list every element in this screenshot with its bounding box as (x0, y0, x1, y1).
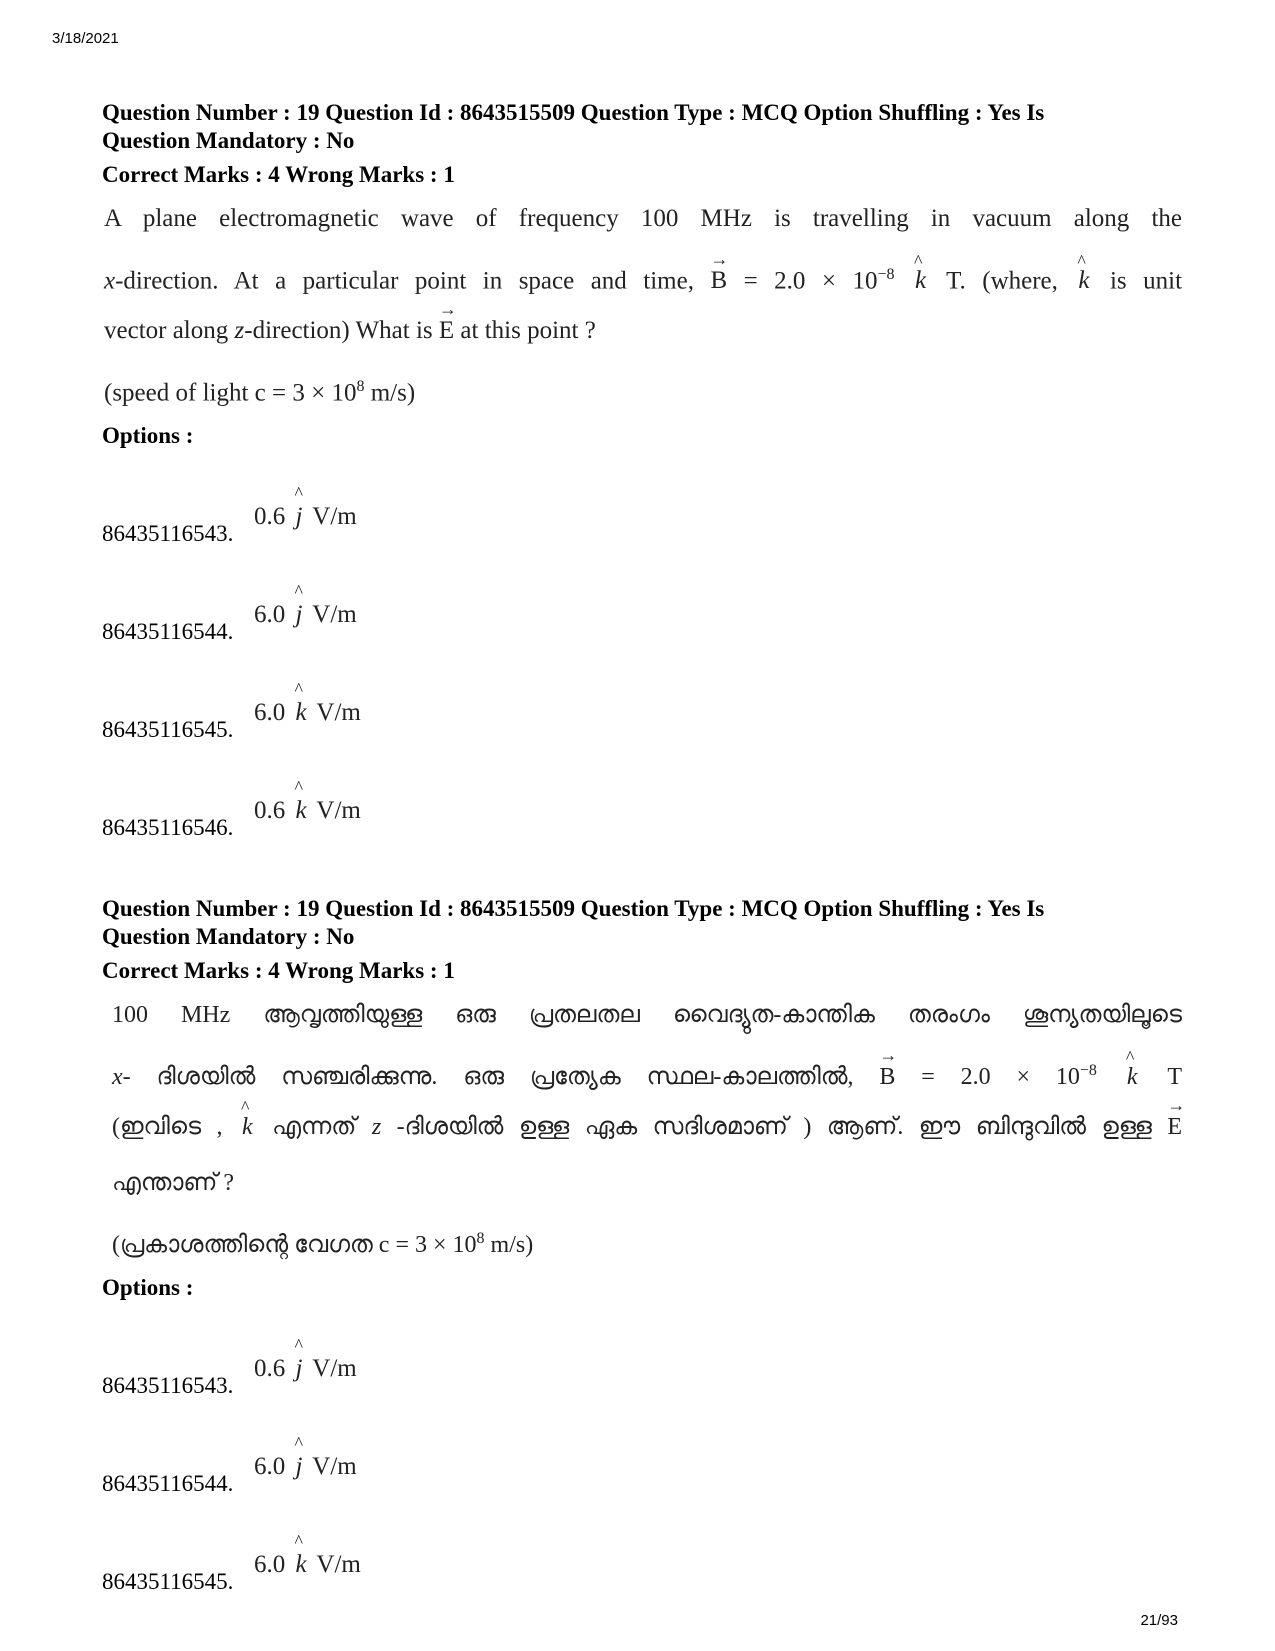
question-block-english (102, 99, 1182, 841)
vector-b: → B (710, 255, 727, 307)
vector-e: → E (439, 305, 454, 357)
stem-line: (പ്രകാശത്തിന്റെ വേഗത $c = 3 \times 10^8$ m/s) (112, 1230, 534, 1258)
option-id: 86435116543. (102, 521, 234, 546)
option-value: 6.0 ^ j V/m (254, 1453, 357, 1481)
option-id: 86435116545. (102, 717, 234, 742)
question-marks: Correct Marks : 4 Wrong Marks : 1 (102, 958, 455, 983)
option-id: 86435116543. (102, 1373, 234, 1398)
unit-vector-k: ^ k (238, 1101, 257, 1153)
options-label: Options : (102, 423, 194, 448)
stem-line: (speed of light $c = 3 \times 10^8$ m/s) (104, 378, 416, 407)
option-id: 86435116544. (102, 1471, 234, 1496)
question-block-malayalam (102, 895, 1182, 1595)
question-meta-line: Question Number : 19 Question Id : 8643515509 Question Type : MCQ Option Shuffling : Yes Is (102, 100, 1045, 125)
unit-vector: ^ j (292, 503, 307, 531)
stem-line: (ഇവിടെ , ^ k എന്നത് z -ദിശയിൽ ഉള്ള ഏക സദിശമാണ് ) ആണ്. ഈ ബിന്ദുവിൽ ഉള്ള → E (112, 1101, 1182, 1157)
question-stem (102, 989, 1182, 1269)
option-id: 86435116545. (102, 1569, 234, 1594)
stem-line: A plane electromagnetic wave of frequency 100 MHz is travelling in vacuum along the (104, 205, 1182, 232)
stem-line: 100 MHz ആവൃത്തിയുള്ള ഒരു പ്രതലതല വൈദ്യുത-കാന്തിക തരംഗം ശൂന്യതയിലൂടെ (112, 1002, 1182, 1028)
option-item[interactable] (102, 645, 1182, 743)
option-id: 86435116544. (102, 619, 234, 644)
vector-e: → E (1167, 1101, 1182, 1153)
question-stem (102, 193, 1182, 417)
vector-b: → B (879, 1051, 895, 1103)
option-item[interactable] (102, 547, 1182, 645)
stem-line: vector along z-direction) What is → E at this point ? (104, 305, 1182, 361)
question-meta (102, 895, 1182, 951)
option-item[interactable] (102, 1497, 1182, 1595)
stem-line: എന്താണ് ? (112, 1170, 235, 1196)
unit-vector: ^ k (292, 699, 311, 727)
stem-line: x- ദിശയിൽ സഞ്ചരിക്കുന്നു. ഒരു പ്രത്യേക സ്ഥല-കാലത്തിൽ, → $B = 2.0 \times 10^{-8}$ ^ k T (112, 1045, 1182, 1101)
unit-vector: ^ k (292, 1551, 311, 1579)
question-meta (102, 99, 1182, 155)
print-date: 3/18/2021 (52, 30, 119, 47)
option-value: 0.6 ^ j V/m (254, 1355, 357, 1383)
option-item[interactable] (102, 449, 1182, 547)
option-value: 6.0 ^ k V/m (254, 1551, 361, 1579)
option-id: 86435116546. (102, 815, 234, 840)
question-mandatory: Question Mandatory : No (102, 924, 355, 949)
option-item[interactable] (102, 1301, 1182, 1399)
unit-vector: ^ k (292, 797, 311, 825)
unit-vector-k: ^ k (1123, 1051, 1142, 1103)
option-value: 6.0 ^ j V/m (254, 601, 357, 629)
option-item[interactable] (102, 743, 1182, 841)
question-marks: Correct Marks : 4 Wrong Marks : 1 (102, 162, 455, 187)
unit-vector: ^ j (292, 601, 307, 629)
stem-line: x-direction. At a particular point in space and time, → $B = 2.0 \times 10^{-8}$ ^ k T. (where, ^ k is unit (104, 249, 1182, 305)
unit-vector-k: ^ k (1074, 255, 1093, 307)
option-value: 6.0 ^ k V/m (254, 699, 361, 727)
question-mandatory: Question Mandatory : No (102, 128, 355, 153)
option-value: 0.6 ^ j V/m (254, 503, 357, 531)
unit-vector: ^ j (292, 1355, 307, 1383)
question-meta-line: Question Number : 19 Question Id : 8643515509 Question Type : MCQ Option Shuffling : Yes Is (102, 896, 1045, 921)
options-label: Options : (102, 1275, 194, 1300)
option-value: 0.6 ^ k V/m (254, 797, 361, 825)
page-number: 21/93 (1140, 1612, 1178, 1629)
unit-vector-k: ^ k (911, 255, 930, 307)
option-item[interactable] (102, 1399, 1182, 1497)
unit-vector: ^ j (292, 1453, 307, 1481)
